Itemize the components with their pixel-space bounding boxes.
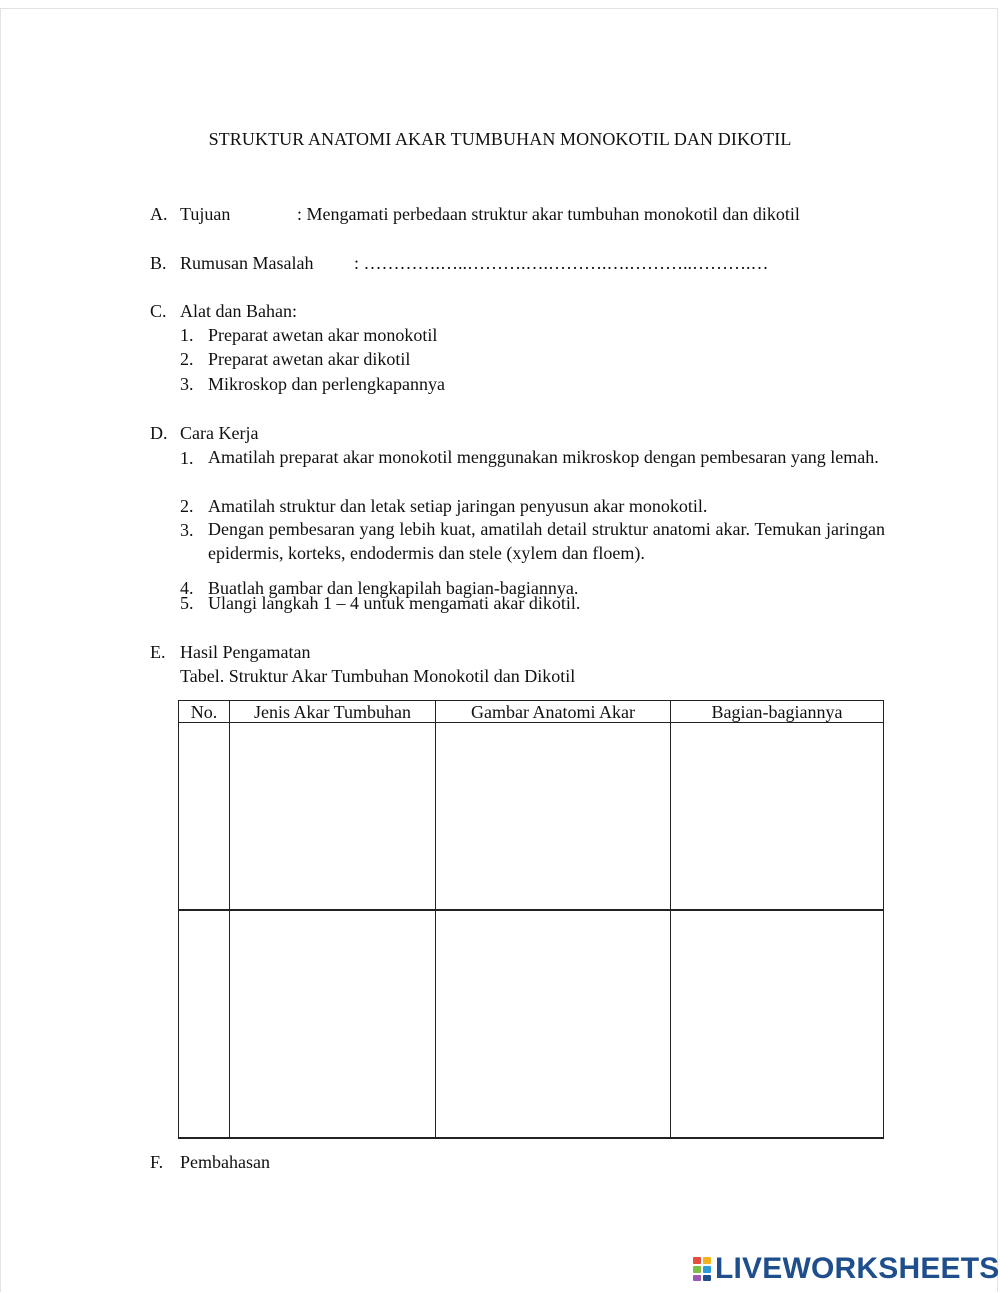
table-cell[interactable]	[179, 910, 230, 1138]
section-e-letter: E.	[150, 642, 166, 662]
section-d-label: Cara Kerja	[180, 423, 259, 443]
table-cell[interactable]	[179, 723, 230, 911]
table-cell[interactable]	[671, 910, 884, 1138]
logo-icon	[692, 1256, 712, 1282]
section-a-label: Tujuan	[180, 204, 231, 224]
column-header: Gambar Anatomi Akar	[436, 701, 671, 723]
list-item: Preparat awetan akar monokotil	[208, 325, 438, 345]
list-item: Mikroskop dan perlengkapannya	[208, 374, 445, 394]
step-text: Amatilah struktur dan letak setiap jaringan penyusun akar monokotil.	[208, 496, 708, 516]
section-a-value: : Mengamati perbedaan struktur akar tumbuhan monokotil dan dikotil	[297, 204, 800, 224]
section-b-label: Rumusan Masalah	[180, 253, 314, 273]
section-a-letter: A.	[150, 204, 168, 224]
logo-text: LIVEWORKSHEETS	[715, 1252, 1000, 1285]
step-text: Amatilah preparat akar monokotil menggunakan mikroskop dengan pembesaran yang lemah.	[208, 447, 879, 467]
step-number: 1.	[180, 448, 194, 468]
page-title: STRUKTUR ANATOMI AKAR TUMBUHAN MONOKOTIL DAN DIKOTIL	[208, 129, 792, 149]
step-number: 2.	[180, 496, 194, 516]
section-f-letter: F.	[150, 1152, 164, 1172]
step-number: 5.	[180, 593, 194, 613]
table-cell[interactable]	[230, 910, 436, 1138]
step-text: Dengan pembesaran yang lebih kuat, amatilah detail struktur anatomi akar. Temukan jaringan epidermis, korteks, endodermis dan stele (xylem dan floem).	[208, 519, 885, 563]
list-item-number: 1.	[180, 325, 194, 345]
list-item-number: 2.	[180, 349, 194, 369]
table-caption: Tabel. Struktur Akar Tumbuhan Monokotil dan Dikotil	[180, 666, 576, 686]
step-text: Buatlah gambar dan lengkapilah bagian-bagiannya.	[208, 578, 579, 598]
table-cell[interactable]	[671, 723, 884, 911]
table-cell[interactable]	[436, 910, 671, 1138]
list-item-number: 3.	[180, 374, 194, 394]
column-header: Jenis Akar Tumbuhan	[230, 701, 436, 723]
table-row	[179, 910, 884, 1138]
column-header: No.	[179, 701, 230, 723]
table-row	[179, 723, 884, 911]
table-cell[interactable]	[230, 723, 436, 911]
column-header: Bagian-bagiannya	[671, 701, 884, 723]
table-cell[interactable]	[436, 723, 671, 911]
section-f-label: Pembahasan	[180, 1152, 270, 1172]
section-d-letter: D.	[150, 423, 168, 443]
observation-table	[178, 700, 884, 1139]
section-c-label: Alat dan Bahan:	[180, 301, 297, 321]
section-c-letter: C.	[150, 301, 167, 321]
section-b-letter: B.	[150, 253, 167, 273]
liveworksheets-logo	[692, 1254, 1000, 1284]
step-text: Ulangi langkah 1 – 4 untuk mengamati akar dikotil.	[208, 593, 581, 613]
list-item: Preparat awetan akar dikotil	[208, 349, 411, 369]
section-e-label: Hasil Pengamatan	[180, 642, 311, 662]
section-b-answer-blank[interactable]: : ………….…..……….….……….….………..……….…	[354, 253, 769, 273]
step-number: 4.	[180, 578, 194, 598]
step-number: 3.	[180, 520, 194, 540]
